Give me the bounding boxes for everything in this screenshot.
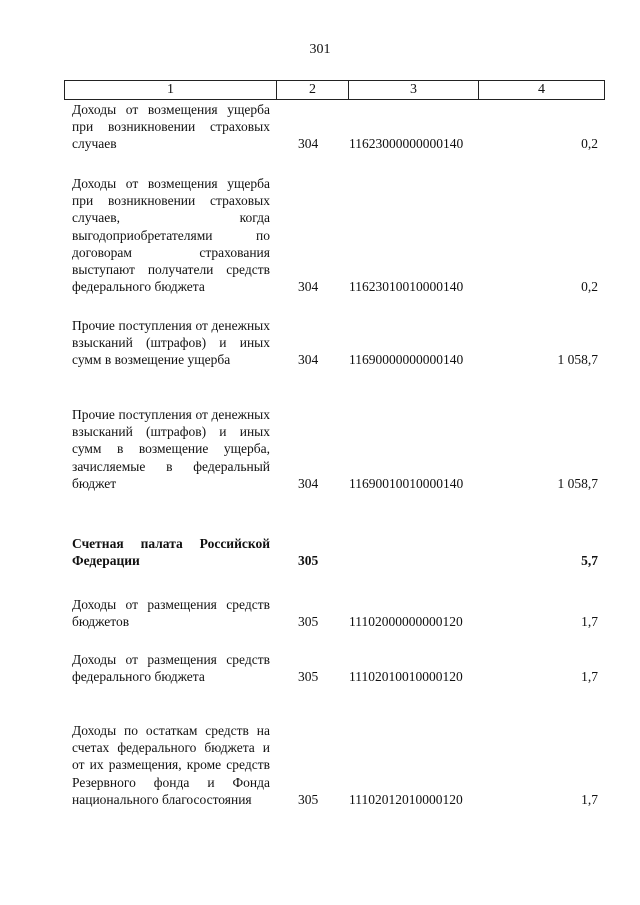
- page-number: 301: [309, 42, 331, 57]
- row-code: 305: [298, 669, 319, 685]
- row-kbk: 11623010010000140: [349, 279, 464, 295]
- header-col-3: 3: [349, 81, 479, 99]
- row-kbk: 11690000000000140: [349, 352, 464, 368]
- row-kbk: 11623000000000140: [349, 136, 464, 152]
- row-amount: 5,7: [581, 553, 598, 569]
- table-header: [64, 80, 605, 100]
- row-amount: 1,7: [581, 669, 598, 685]
- header-col-4: 4: [538, 82, 545, 97]
- row-kbk: 11102010010000120: [349, 669, 463, 685]
- header-col-1: 1: [65, 81, 277, 99]
- row-code: 305: [298, 791, 319, 807]
- row-name: Доходы от возмещения ущерба при возникновении страховых случаев, когда выгодоприобретателями по договорам страхования выступают получатели средств федерального бюджета: [72, 176, 270, 295]
- row-amount: 1,7: [581, 791, 598, 807]
- row-name: Доходы от размещения средств федерального бюджета: [72, 652, 270, 685]
- table-row: [72, 651, 598, 685]
- table-row: [72, 722, 598, 808]
- row-amount: 0,2: [581, 136, 598, 152]
- table-row: [72, 317, 598, 369]
- table-row: [72, 596, 598, 630]
- row-kbk: 11690010010000140: [349, 475, 464, 491]
- row-amount: 1,7: [581, 614, 598, 630]
- row-name: Прочие поступления от денежных взысканий (штрафов) и иных сумм в возмещение ущерба, зачисляемые в федеральный бюджет: [72, 407, 270, 491]
- row-name: Доходы по остаткам средств на счетах федерального бюджета и от их размещения, кроме средств Резервного фонда и Фонда национального благосостояния: [72, 723, 270, 807]
- table-row-section: [72, 535, 598, 569]
- row-code: 304: [298, 475, 319, 491]
- row-amount: 0,2: [581, 279, 598, 295]
- row-code: 304: [298, 136, 319, 152]
- table-row: [72, 175, 598, 295]
- row-name: Доходы от размещения средств бюджетов: [72, 597, 270, 630]
- row-kbk: 11102012010000120: [349, 791, 463, 807]
- row-amount: 1 058,7: [557, 475, 598, 491]
- row-code: 304: [298, 279, 319, 295]
- row-name: Прочие поступления от денежных взысканий (штрафов) и иных сумм в возмещение ущерба: [72, 318, 270, 368]
- row-code: 305: [298, 553, 319, 569]
- row-amount: 1 058,7: [557, 352, 598, 368]
- table-row: [72, 406, 598, 492]
- header-col-2: 2: [277, 81, 349, 99]
- table-row: [72, 101, 598, 153]
- row-name: Счетная палата Российской Федерации: [72, 536, 270, 569]
- row-name: Доходы от возмещения ущерба при возникновении страховых случаев: [72, 102, 270, 152]
- row-code: 304: [298, 352, 319, 368]
- row-code: 305: [298, 614, 319, 630]
- row-kbk: 11102000000000120: [349, 614, 463, 630]
